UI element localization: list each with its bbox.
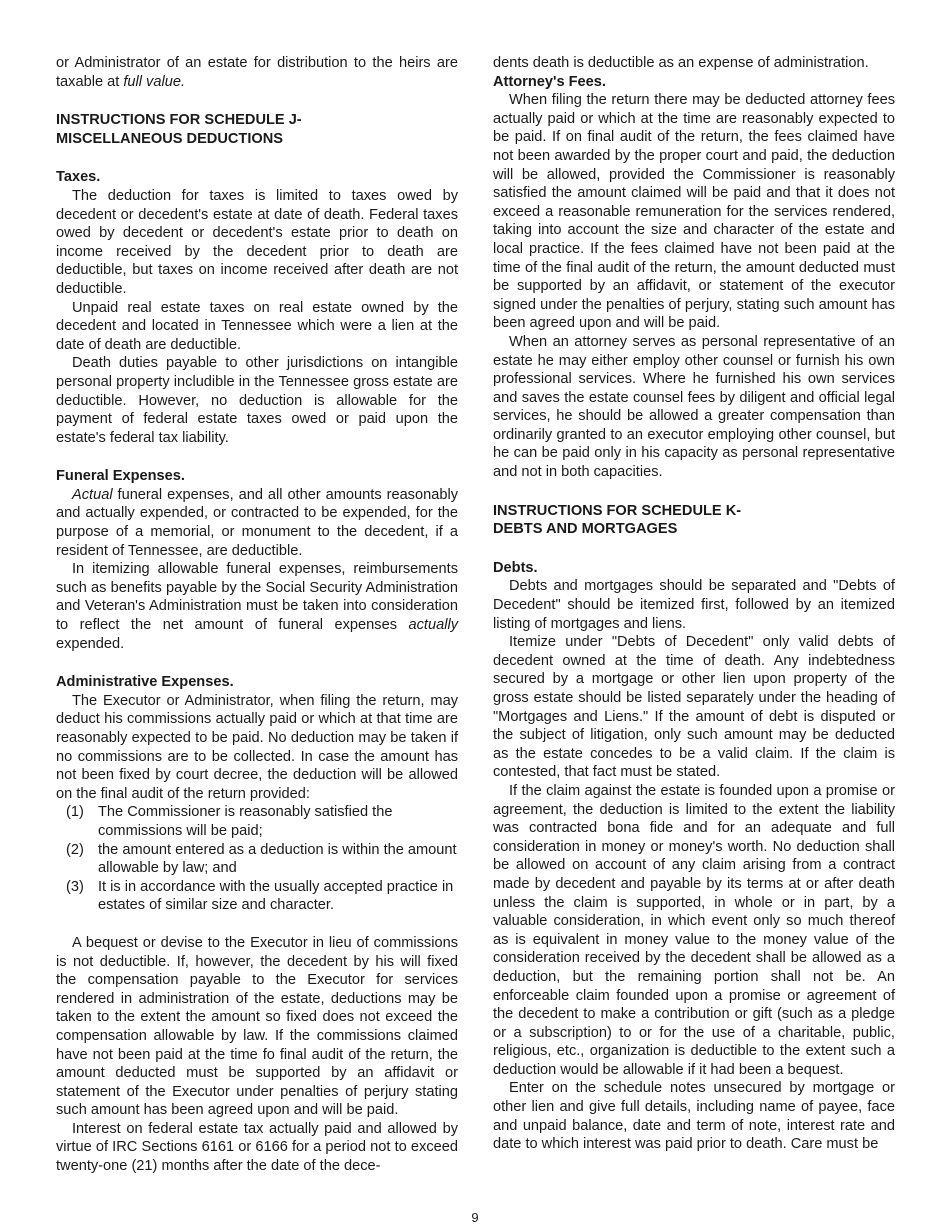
- funeral-paragraph-2: [56, 560, 458, 653]
- taxes-paragraph-2: Unpaid real estate taxes on real estate owned by the decedent and located in Tennessee which were a lien at the date of death are deductible.: [56, 299, 458, 353]
- schedule-j-heading-line2: MISCELLANEOUS DEDUCTIONS: [56, 130, 284, 147]
- page-number: 9: [471, 1210, 479, 1225]
- debts-heading: Debts.: [493, 559, 538, 576]
- schedule-j-heading: [56, 111, 458, 148]
- debts-paragraph-1: Debts and mortgages should be separated and "Debts of Decedent" should be itemized first, followed by an itemized listing of mortgages and liens.: [493, 578, 895, 632]
- funeral-paragraph-1-text: funeral expenses, and all other amounts reasonably and actually expended, or contracted to be expended, for the purpose of a memorial, or monument to the decedent, if a resident of Tennessee, are deductible.: [56, 486, 458, 559]
- condition-item: [56, 803, 458, 840]
- condition-number: (3): [66, 878, 84, 895]
- funeral-actually-emphasis: actually: [408, 617, 458, 634]
- schedule-k-heading-line1: INSTRUCTIONS FOR SCHEDULE K-: [493, 502, 742, 519]
- funeral-actual-emphasis: Actual: [72, 486, 113, 503]
- schedule-k-heading: [493, 502, 895, 539]
- right-column: [493, 54, 895, 1154]
- attorney-paragraph-1: When filing the return there may be deducted attorney fees actually paid or which at the time are reasonably expected to be paid. If on final audit of the return, the fees claimed have not been awarded by the proper court and paid, the deduction will be allowed, provided the Commissioner is reasonably satisfied the amount claimed will be paid and that it does not exceed a reasonable remuneration for the services rendered, taking into account the size and character of the estate and local practice. If the fees claimed have not been paid at the time of the final audit of the return, the amount deducted must be supported by an affidavit, or statement of the executor signed under the penalties of perjury, stating such amount has been agreed upon and will be paid.: [493, 92, 895, 332]
- condition-text: It is in accordance with the usually accepted practice in estates of similar size and character.: [98, 878, 454, 914]
- intro-text: or Administrator of an estate for distribution to the heirs are taxable at: [56, 55, 458, 90]
- funeral-expenses-heading: Funeral Expenses.: [56, 468, 185, 485]
- administrative-paragraph-1: The Executor or Administrator, when filing the return, may deduct his commissions actually paid or which at that time are reasonably expected to be paid. No deduction may be taken if no commissions are to be collected. In case the amount has not been fixed by court decree, the deduction will be allowed on the final audit of the return provided:: [56, 692, 458, 802]
- debts-paragraph-3: If the claim against the estate is founded upon a promise or agreement, the deduction is limited to the extent the liability was contracted bona fide and for an adequate and full consideration in money or money's worth. No deduction shall be allowed on account of any claim arising from a contract made by decedent and payable by its terms at or after death unless the claim is supported, in whole or in part, by a valuable consideration, in which event only so much thereof as is equivalent in money value to the money value of the consideration received by the decedent shall be allowed as a deduction, but the remaining portion shall not be. An enforceable claim founded upon a promise or agreement of the decedent to make a contribution or gift (such as a pledge or a subscription) to or for the use of a charitable, public, religious, etc., organization is deductible to the extent such a deduction would be allowable if it had been a bequest.: [493, 782, 895, 1078]
- funeral-paragraph-2-end: expended.: [56, 635, 125, 652]
- administrative-paragraph-3: Interest on federal estate tax actually paid and allowed by virtue of IRC Sections 6161 or 6166 for a period not to exceed twenty-one (21) months after the date of the dece-: [56, 1120, 458, 1175]
- conditions-list: [56, 803, 458, 915]
- condition-item: [56, 841, 458, 878]
- left-column: [56, 54, 458, 1176]
- condition-number: (2): [66, 841, 84, 858]
- schedule-j-heading-line1: INSTRUCTIONS FOR SCHEDULE J-: [56, 112, 302, 129]
- taxes-paragraph-1: The deduction for taxes is limited to taxes owed by decedent or decedent's estate at date of death. Federal taxes owed by decedent or decedent's estate prior to death on income received by the decedent prior to death are deductible, but taxes on income received after death are not deductible.: [56, 187, 458, 297]
- condition-item: [56, 878, 458, 915]
- debts-paragraph-4: Enter on the schedule notes unsecured by mortgage or other lien and give full details, including name of payee, face and unpaid balance, date and term of note, interest rate and date to which interest was paid prior to death. Care must be: [493, 1080, 895, 1153]
- intro-paragraph: [56, 54, 458, 91]
- attorney-paragraph-2: When an attorney serves as personal representative of an estate he may either employ other counsel or furnish his own professional services. Where he furnished his own services and saves the estate counsel fees by diligent and official legal services, he should be allowed a greater compensation than ordinarily granted to an executor employing other counsel, but he can be paid only in his capacity as personal representative and not in both capacities.: [493, 333, 895, 481]
- schedule-k-heading-line2: DEBTS AND MORTGAGES: [493, 521, 678, 538]
- taxes-paragraph-3: Death duties payable to other jurisdictions on intangible personal property includible in the Tennessee gross estate are deductible. However, no deduction is allowable for the payment of federal estate taxes owed or paid upon the estate's federal tax liability.: [56, 355, 458, 446]
- intro-emphasis: full value.: [123, 73, 185, 90]
- debts-paragraph-2: Itemize under "Debts of Decedent" only valid debts of decedent owned at the time of death. Any indebtedness secured by a mortgage or other lien upon property of the gross estate should be listed separately under the heading of "Mortgages and Liens." If the amount of debt is disputed or the subject of litigation, only such amount may be deducted as the estate concedes to be a valid claim. If the claim is contested, that fact must be stated.: [493, 634, 895, 781]
- condition-number: (1): [66, 804, 84, 821]
- attorney-fees-heading: Attorney's Fees.: [493, 73, 606, 90]
- condition-text: The Commissioner is reasonably satisfied the commissions will be paid;: [98, 804, 393, 839]
- taxes-heading: Taxes.: [56, 169, 101, 186]
- administrative-expenses-heading: Administrative Expenses.: [56, 674, 234, 691]
- spacer: [56, 915, 458, 934]
- continuation-paragraph: dents death is deductible as an expense of administration.: [493, 55, 869, 71]
- funeral-paragraph-2-text: In itemizing allowable funeral expenses, reimbursements such as benefits payable by the Social Security Administration and Veteran's Administration must be taken into consideration to reflect the net amount of funeral expenses: [56, 561, 458, 634]
- funeral-paragraph-1: [56, 486, 458, 560]
- condition-text: the amount entered as a deduction is within the amount allowable by law; and: [98, 841, 457, 877]
- administrative-paragraph-2: A bequest or devise to the Executor in lieu of commissions is not deductible. If, however, the decedent by his will fixed the compensation payable to the Executor for services rendered in administration of the estate, deductions may be taken to the extent the amount so fixed does not exceed the compensation allowable by law. If the commissions claimed have not been paid at the time fo final audit of the return, the amount deducted must be supported by an affidavit or statement of the Executor under penalties of perjury stating such amount has been agreed upon and will be paid.: [56, 934, 458, 1119]
